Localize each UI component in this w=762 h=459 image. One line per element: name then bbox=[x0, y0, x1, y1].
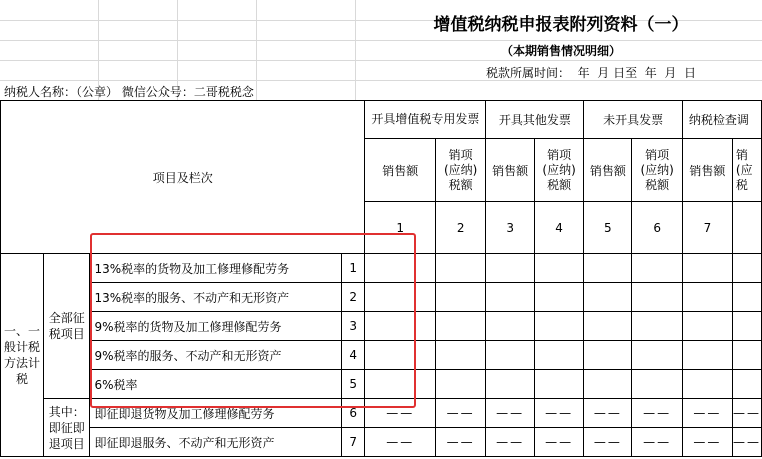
gridline bbox=[355, 0, 356, 100]
column-number: 6 bbox=[632, 202, 682, 254]
column-number: 3 bbox=[486, 202, 535, 254]
output-tax-header: 销 (应 税 bbox=[732, 139, 761, 202]
row-number: 3 bbox=[341, 312, 365, 341]
input-cell[interactable] bbox=[534, 341, 583, 370]
input-cell[interactable] bbox=[365, 312, 435, 341]
row-number: 4 bbox=[341, 341, 365, 370]
dash-cell: —— bbox=[365, 428, 435, 457]
input-cell[interactable] bbox=[435, 341, 485, 370]
row-label: 即征即退服务、不动产和无形资产 bbox=[90, 428, 341, 457]
sales-detail-table bbox=[0, 100, 762, 457]
dash-cell: —— bbox=[435, 428, 485, 457]
dash-cell: —— bbox=[584, 428, 632, 457]
dash-cell: —— bbox=[486, 428, 535, 457]
input-cell[interactable] bbox=[682, 312, 732, 341]
dash-cell: —— bbox=[632, 399, 682, 428]
row-number: 2 bbox=[341, 283, 365, 312]
output-tax-header: 销项 (应纳) 税额 bbox=[435, 139, 485, 202]
group-header-tax-inspection: 纳税检查调 bbox=[682, 101, 761, 139]
row-number: 5 bbox=[341, 370, 365, 399]
input-cell[interactable] bbox=[584, 312, 632, 341]
taxpayer-name: 纳税人名称：（公章） 微信公众号：二哥税税念 bbox=[4, 85, 254, 99]
input-cell[interactable] bbox=[584, 341, 632, 370]
input-cell[interactable] bbox=[486, 370, 535, 399]
column-number: 7 bbox=[682, 202, 732, 254]
row-number: 1 bbox=[341, 254, 365, 283]
output-tax-header: 销项 (应纳) 税额 bbox=[534, 139, 583, 202]
row-number: 7 bbox=[341, 428, 365, 457]
output-tax-header: 销项 (应纳) 税额 bbox=[632, 139, 682, 202]
group-header-special-invoice: 开具增值税专用发票 bbox=[365, 101, 486, 139]
input-cell[interactable] bbox=[584, 283, 632, 312]
input-cell[interactable] bbox=[365, 254, 435, 283]
input-cell[interactable] bbox=[486, 341, 535, 370]
column-number: 2 bbox=[435, 202, 485, 254]
group-header-no-invoice: 未开具发票 bbox=[584, 101, 683, 139]
input-cell[interactable] bbox=[365, 283, 435, 312]
row-label: 13%税率的服务、不动产和无形资产 bbox=[90, 283, 341, 312]
input-cell[interactable] bbox=[486, 254, 535, 283]
dash-cell: —— bbox=[584, 399, 632, 428]
input-cell[interactable] bbox=[732, 341, 761, 370]
gridline bbox=[0, 60, 762, 61]
row-label: 即征即退货物及加工修理修配劳务 bbox=[90, 399, 341, 428]
input-cell[interactable] bbox=[534, 283, 583, 312]
input-cell[interactable] bbox=[365, 341, 435, 370]
sales-amount-header: 销售额 bbox=[584, 139, 632, 202]
input-cell[interactable] bbox=[682, 254, 732, 283]
form-title: 增值税纳税申报表附列资料（一） bbox=[433, 15, 689, 35]
gridline bbox=[256, 0, 257, 100]
dash-cell: —— bbox=[534, 399, 583, 428]
sales-amount-header: 销售额 bbox=[682, 139, 732, 202]
input-cell[interactable] bbox=[682, 341, 732, 370]
column-number: 1 bbox=[365, 202, 435, 254]
section-general-tax: 一、一般计税方法计税 bbox=[1, 254, 44, 457]
input-cell[interactable] bbox=[486, 312, 535, 341]
column-number: 5 bbox=[584, 202, 632, 254]
input-cell[interactable] bbox=[682, 283, 732, 312]
dash-cell: —— bbox=[534, 428, 583, 457]
row-label: 9%税率的服务、不动产和无形资产 bbox=[90, 341, 341, 370]
input-cell[interactable] bbox=[534, 254, 583, 283]
input-cell[interactable] bbox=[584, 254, 632, 283]
dash-cell: —— bbox=[632, 428, 682, 457]
item-column-header: 项目及栏次 bbox=[1, 101, 365, 254]
tax-period: 税款所属时间： 年 月 日至 年 月 日 bbox=[486, 66, 696, 80]
dash-cell: —— bbox=[732, 428, 761, 457]
input-cell[interactable] bbox=[732, 370, 761, 399]
section-refund-items: 其中：即征即退项目 bbox=[44, 399, 90, 457]
input-cell[interactable] bbox=[435, 283, 485, 312]
group-header-other-invoice: 开具其他发票 bbox=[486, 101, 584, 139]
input-cell[interactable] bbox=[632, 283, 682, 312]
sales-amount-header: 销售额 bbox=[365, 139, 435, 202]
input-cell[interactable] bbox=[682, 370, 732, 399]
input-cell[interactable] bbox=[632, 370, 682, 399]
row-label: 6%税率 bbox=[90, 370, 341, 399]
row-label: 9%税率的货物及加工修理修配劳务 bbox=[90, 312, 341, 341]
input-cell[interactable] bbox=[435, 254, 485, 283]
input-cell[interactable] bbox=[365, 370, 435, 399]
dash-cell: —— bbox=[486, 399, 535, 428]
input-cell[interactable] bbox=[584, 370, 632, 399]
dash-cell: —— bbox=[682, 399, 732, 428]
column-number: 4 bbox=[534, 202, 583, 254]
input-cell[interactable] bbox=[732, 283, 761, 312]
input-cell[interactable] bbox=[632, 254, 682, 283]
row-label: 13%税率的货物及加工修理修配劳务 bbox=[90, 254, 341, 283]
section-all-taxable: 全部征税项目 bbox=[44, 254, 90, 399]
dash-cell: —— bbox=[365, 399, 435, 428]
input-cell[interactable] bbox=[486, 283, 535, 312]
sales-amount-header: 销售额 bbox=[486, 139, 535, 202]
input-cell[interactable] bbox=[435, 370, 485, 399]
input-cell[interactable] bbox=[632, 312, 682, 341]
row-number: 6 bbox=[341, 399, 365, 428]
input-cell[interactable] bbox=[435, 312, 485, 341]
input-cell[interactable] bbox=[732, 312, 761, 341]
dash-cell: —— bbox=[435, 399, 485, 428]
dash-cell: —— bbox=[682, 428, 732, 457]
dash-cell: —— bbox=[732, 399, 761, 428]
input-cell[interactable] bbox=[632, 341, 682, 370]
input-cell[interactable] bbox=[534, 312, 583, 341]
input-cell[interactable] bbox=[534, 370, 583, 399]
form-subtitle: （本期销售情况明细） bbox=[500, 44, 621, 58]
input-cell[interactable] bbox=[732, 254, 761, 283]
gridline bbox=[0, 40, 762, 41]
